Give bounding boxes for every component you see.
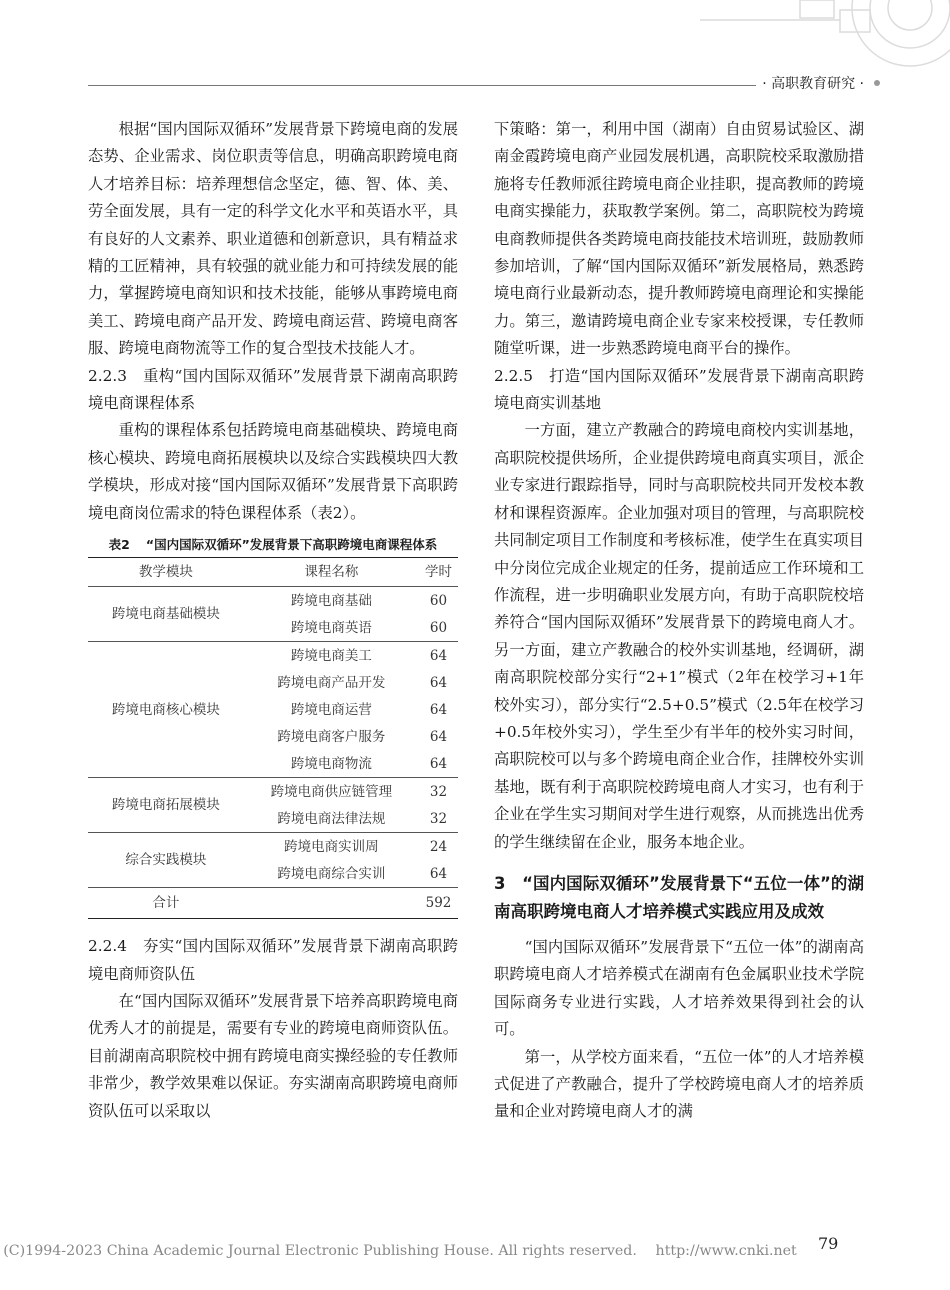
hours-cell: 64 (429, 865, 448, 882)
paragraph: 一方面，建立产教融合的跨境电商校内实训基地，高职院校提供场所，企业提供跨境电商真实项目，派企业专家进行跟踪指导，同时与高职院校共同开发校本教材和课程资源库。企业加强对项目的管理，与高职院校共同制定项目工作制度和考核标准，使学生在真实项目中分岗位完成企业规定的任务，提前适应工作环境和工作流程，进一步明确职业发展方向，有助于高职院校培养符合“国内国际双循环”发展背景下的跨境电商人才。另一方面，建立产教融合的校外实训基地，经调研，湖南高职院校部分实行“2+1”模式（2年在校学习+1年校外实习），部分实行“2.5+0.5”模式（2.5年在校学习+0.5年校外实习），学生至少有半年的校外实习时间，高职院校可以与多个跨境电商企业合作，挂牌校外实训基地，既有利于高职院校跨境电商人才实习，也有利于企业在学生实习期间对学生进行观察，从而挑选出优秀的学生继续留在企业，服务本地企业。 (494, 421, 864, 851)
table-label: 表2 (108, 537, 130, 553)
course-cell: 跨境电商产品开发 (277, 674, 386, 691)
course-cell: 跨境电商基础 (244, 587, 419, 615)
header-rule (88, 85, 858, 86)
journal-section-label: · 高职教育研究 · (756, 73, 870, 93)
paragraph: 根据“国内国际双循环”发展背景下跨境电商的发展态势、企业需求、岗位职责等信息，明确高职跨境电商人才培养目标：培养理想信念坚定，德、智、体、美、劳全面发展，具有一定的科学文化水平和英语水平，具有良好的人文素养、职业道德和创新意识，具有精益求精的工匠精神，具有较强的就业能力和可持续发展的能力，掌握跨境电商知识和技术技能，能够从事跨境电商美工、跨境电商产品开发、跨境电商运营、跨境电商客服、跨境电商物流等工作的复合型技术技能人才。 (88, 120, 458, 358)
table-row (88, 587, 458, 615)
course-cell: 跨境电商供应链管理 (244, 778, 419, 806)
left-column (88, 116, 458, 1125)
hours-cell: 64 (429, 755, 448, 772)
course-cell: 跨境电商客户服务 (277, 728, 386, 745)
hours-cell: 32 (429, 810, 448, 827)
table-header-row (88, 558, 458, 587)
page-number: 79 (818, 1234, 839, 1253)
header-dot (874, 80, 880, 86)
section-heading-2-2-4: 2.2.4 夯实“国内国际双循环”发展背景下湖南高职跨境电商师资队伍 (88, 937, 458, 983)
module-cell: 综合实践模块 (88, 833, 244, 888)
table-total-row (88, 888, 458, 919)
table-row (88, 833, 458, 861)
course-cell: 跨境电商实训周 (244, 833, 419, 861)
table-title: “国内国际双循环”发展背景下高职跨境电商课程体系 (145, 537, 438, 553)
paragraph: 第一，从学校方面来看，“五位一体”的人才培养模式促进了产教融合，提升了学校跨境电商人才的培养质量和企业对跨境电商人才的满 (494, 1047, 864, 1121)
hours-cell: 64 (429, 701, 448, 718)
course-table (88, 557, 458, 919)
course-cell: 跨境电商美工 (244, 642, 419, 670)
total-empty (244, 888, 419, 919)
section-heading-2-2-5: 2.2.5 打造“国内国际双循环”发展背景下湖南高职跨境电商实训基地 (494, 366, 864, 413)
module-cell: 跨境电商拓展模块 (88, 778, 244, 833)
gear-decoration (700, 0, 950, 80)
header-hours: 学时 (419, 558, 458, 587)
hours-cell: 64 (419, 642, 458, 670)
hours-cell: 60 (419, 587, 458, 615)
table-row (88, 778, 458, 806)
module-cell: 跨境电商核心模块 (88, 642, 244, 778)
right-column (494, 116, 864, 1126)
table-row (88, 642, 458, 670)
header-module: 教学模块 (88, 558, 244, 587)
course-cell: 跨境电商综合实训 (277, 865, 386, 882)
paragraph: 重构的课程体系包括跨境电商基础模块、跨境电商核心模块、跨境电商拓展模块以及综合实践模块四大教学模块，形成对接“国内国际双循环”发展背景下高职跨境电商岗位需求的特色课程体系（表2）。 (88, 421, 458, 522)
section-heading-3: 3 “国内国际双循环”发展背景下“五位一体”的湖南高职跨境电商人才培养模式实践应用及成效 (494, 873, 864, 921)
paragraph: 在“国内国际双循环”发展背景下培养高职跨境电商优秀人才的前提是，需要有专业的跨境电商师资队伍。目前湖南高职院校中拥有跨境电商实操经验的专任教师非常少，教学效果难以保证。夯实湖南高职跨境电商师资队伍可以采取以 (88, 991, 458, 1120)
module-cell: 跨境电商基础模块 (88, 587, 244, 642)
hours-cell: 32 (419, 778, 458, 806)
paragraph: “国内国际双循环”发展背景下“五位一体”的湖南高职跨境电商人才培养模式在湖南有色金属职业技术学院国际商务专业进行实践，人才培养效果得到社会的认可。 (494, 937, 864, 1039)
hours-cell: 64 (429, 674, 448, 691)
course-cell: 跨境电商法律法规 (277, 810, 386, 827)
header-course: 课程名称 (244, 558, 419, 587)
paragraph: 下策略：第一，利用中国（湖南）自由贸易试验区、湖南金霞跨境电商产业园发展机遇，高职院校采取激励措施将专任教师派往跨境电商企业挂职，提高教师的跨境电商实操能力，获取教学案例。第二，高职院校为跨境电商教师提供各类跨境电商技能技术培训班，鼓励教师参加培训，了解“国内国际双循环”新发展格局，熟悉跨境电商行业最新动态，提升教师跨境电商理论和实操能力。第三，邀请跨境电商企业专家来校授课，专任教师随堂听课，进一步熟悉跨境电商平台的操作。 (494, 120, 864, 358)
course-cell: 跨境电商物流 (290, 755, 372, 772)
copyright-footer: (C)1994-2023 China Academic Journal Electronic Publishing House. All rights reserved. http://www.cnki.net (3, 1243, 797, 1259)
total-label: 合计 (88, 888, 244, 919)
section-heading-2-2-3: 2.2.3 重构“国内国际双循环”发展背景下湖南高职跨境电商课程体系 (88, 366, 458, 413)
hours-cell: 60 (429, 619, 448, 636)
course-cell: 跨境电商运营 (290, 701, 372, 718)
total-hours: 592 (419, 888, 458, 919)
hours-cell: 24 (419, 833, 458, 861)
table-caption (88, 535, 458, 555)
course-cell: 跨境电商英语 (290, 619, 372, 636)
hours-cell: 64 (429, 728, 448, 745)
